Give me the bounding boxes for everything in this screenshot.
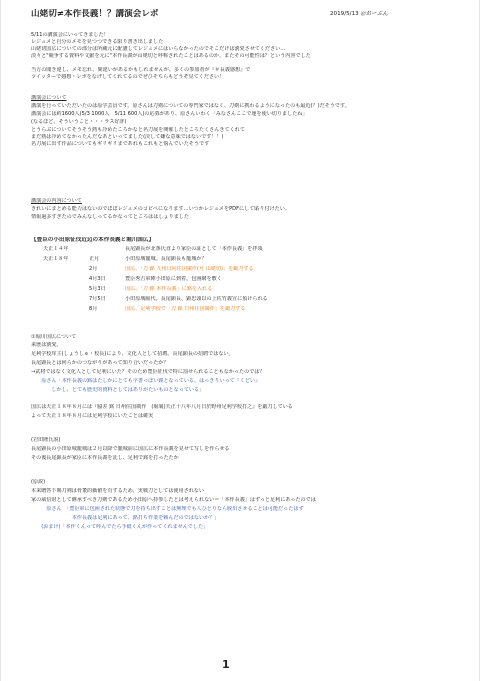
timeline-event: 小田原城籠城。長尾顕長も籠城か？ <box>125 256 207 262</box>
timeline-month: 4月3日 <box>89 276 106 282</box>
timeline-month: 5月3日 <box>89 286 106 292</box>
content-line: きれいにまとめる能力はないのでほぼレジュメのコピペになります…いつかレジュメをPDFにして貼り付けたい。 <box>31 206 290 212</box>
quote-hara: 本作長義は足利にあって、銘打ち作業を頼んだのではないか？」 <box>31 515 220 521</box>
section-heading-content: 講演会の内容について <box>31 198 82 204</box>
intro-line: レジュメと自分のメモを見つつできる限り書き出しました <box>31 39 164 45</box>
timeline-year: 天正１４年 <box>43 246 69 252</box>
hara-heading: (原説) <box>31 479 46 485</box>
kunihiro-line: 来歴は割愛。 <box>31 342 62 348</box>
iwata-line: 長尾顕長の小田原城籠城は２月以降で籠城前に国広に本作長義を見せて写しを作らせる <box>31 446 230 452</box>
page-number: 1 <box>222 658 230 671</box>
intro-line: 山姥切国広についての部分は所蔵元に配慮してレジュメにはいらなかったのでそこだけは割愛させてください… <box>31 46 286 52</box>
iwata-heading: (岩田隆氏説) <box>31 437 61 443</box>
quote-hara: 原さん「本作長義の銘はたしかにとても字書っぽい銘となっている。はっきりいって『くどい』 <box>31 378 261 384</box>
quote-bonus: (おまけ)「本作くんって呼んでたら手紙くんが作ってくれませんでした」 <box>31 524 209 530</box>
kunihiro-heading: ①堀川国広について <box>31 334 77 340</box>
kunihiro-line: 国広は天正１８年８月には『脇差 銘 日州住国廣作 (堀裏)天正十八年八月日於野州足利学校打之』を鍛刀している <box>31 404 293 410</box>
content-line: 情報過多すぎたのでみんなしってるかなってところははしょりました <box>31 214 189 220</box>
intro-line: 5/11の講演会にいってきました！ <box>31 32 109 38</box>
timeline-event-highlight: 国広、足利学校で「刀 銘 日州住国廣作」を鍛刀する <box>125 306 246 312</box>
lecturer-line: 講演を行っていただいたのは原学芸員です。原さんは刀剣についての専門家ではなく、刀剣に携わるようになったのも最近(？)だそうです。 <box>31 103 350 109</box>
hara-line: 家の威信財として継承すべき刀剣であるため小田原へ持参したとは考えられない＝「本作長義」はずっと足利にあったのでは <box>31 497 316 503</box>
timeline-heading: 【豊臣の小田原征伐近辺の本作長義と堀川国広】 <box>31 237 155 243</box>
timeline-event: 長尾顕長が北条氏直より家臣の証として「本作長義」を拝領 <box>125 246 263 252</box>
lecturer-line: (なるほど、そういうこと・・・ラス好評) <box>31 119 127 125</box>
timeline-event: 小田原城陥代。長尾顕長、顕忠頭以の上佐竹義宣に預けられる <box>125 296 268 302</box>
timeline-year: 天正１８年 <box>43 256 69 262</box>
timeline-event-highlight: 国広、「刀 銘 九州日向住国廣作(号 山姥切)」を鍛刀する <box>125 266 254 272</box>
kunihiro-line: 長尾顕長とは何らかのつながりがあって知り合いだったか？ <box>31 360 169 366</box>
document-title: 山姥切≠本作長義！？講演会レポ <box>31 9 159 19</box>
hara-line: 本来贈答下賜刀剣は骨董的価値を有するため、実戦刀としては使用されない <box>31 488 204 494</box>
lecturer-line: まだ熱は冷めてなかったんだなあといってました(決して嫌な意味ではないです！！) <box>31 134 224 140</box>
quote-hara: しかし、とても歴史的資料としてはありがたいものとなっている」 <box>31 387 205 393</box>
intro-line: ツイッターで感想・レポをなげしてくれてるのでぜひそちらもどうぞ見てください！ <box>31 74 225 80</box>
timeline-event-highlight: 国広、「刀 銘 本作長義」に銘を入れる <box>125 286 213 292</box>
timeline-month: 2月 <box>89 266 98 272</box>
iwata-line: その後長尾顕長が家臣に本作長義を託し、足利で銘を打ったたか <box>31 455 179 461</box>
lecturer-line: 講演会には約1600人(5/3 1000人 5/11 600人)の応募があり、原さんいわく「みなさんここで運を使い切りましたね」 <box>31 111 308 117</box>
timeline-month: 正月 <box>89 256 100 262</box>
quote-hara: 原さん 「豊臣軍に包囲された状態で刀を持ち出すことは無理でも人ひとりなら脱出させることは可能だったはず <box>31 506 304 512</box>
intro-line: 当方の聞き違し、メモ忘れ、間違いがあるかもしれませんが、多くの参加者が『＃長義感想』で <box>31 67 251 73</box>
timeline-month: 8月 <box>89 306 98 312</box>
lecturer-line: 名刀展に出す作品についてもギリギリまであれもこれもと悩んでいたそうです <box>31 141 210 147</box>
intro-line: 淡々と"競争する資料や文献を元に"本作長義が山姥切と呼称されたことはあるのか、またその可能性は？という内容でした <box>31 53 311 59</box>
kunihiro-line: 足利学校庠主(しょうしゅ・校長)により、文化人として招聘。長尾顕長の招聘ではない。 <box>31 351 234 357</box>
section-heading-lecturer: 講演会について <box>31 95 67 101</box>
kunihiro-line: →武将ではなく文化人として足利にいた？そのため豊臣征伐で特に罰せられることもなかったのでは？ <box>31 369 265 375</box>
timeline-month: 7月5日 <box>89 296 106 302</box>
timeline-event: 豊臣秀吉軍陣小田原に到着。包囲網を敷く <box>125 276 222 282</box>
lecturer-line: とうらぶについてそうそう熱も冷めたころかなと名刀展を開催したところたくさんきてくれて <box>31 127 245 133</box>
document-date: 2019/5/13 ＠おーぷん <box>330 11 389 17</box>
kunihiro-line: よって天正１８年８月には足利学校にいたことは確実 <box>31 413 154 419</box>
